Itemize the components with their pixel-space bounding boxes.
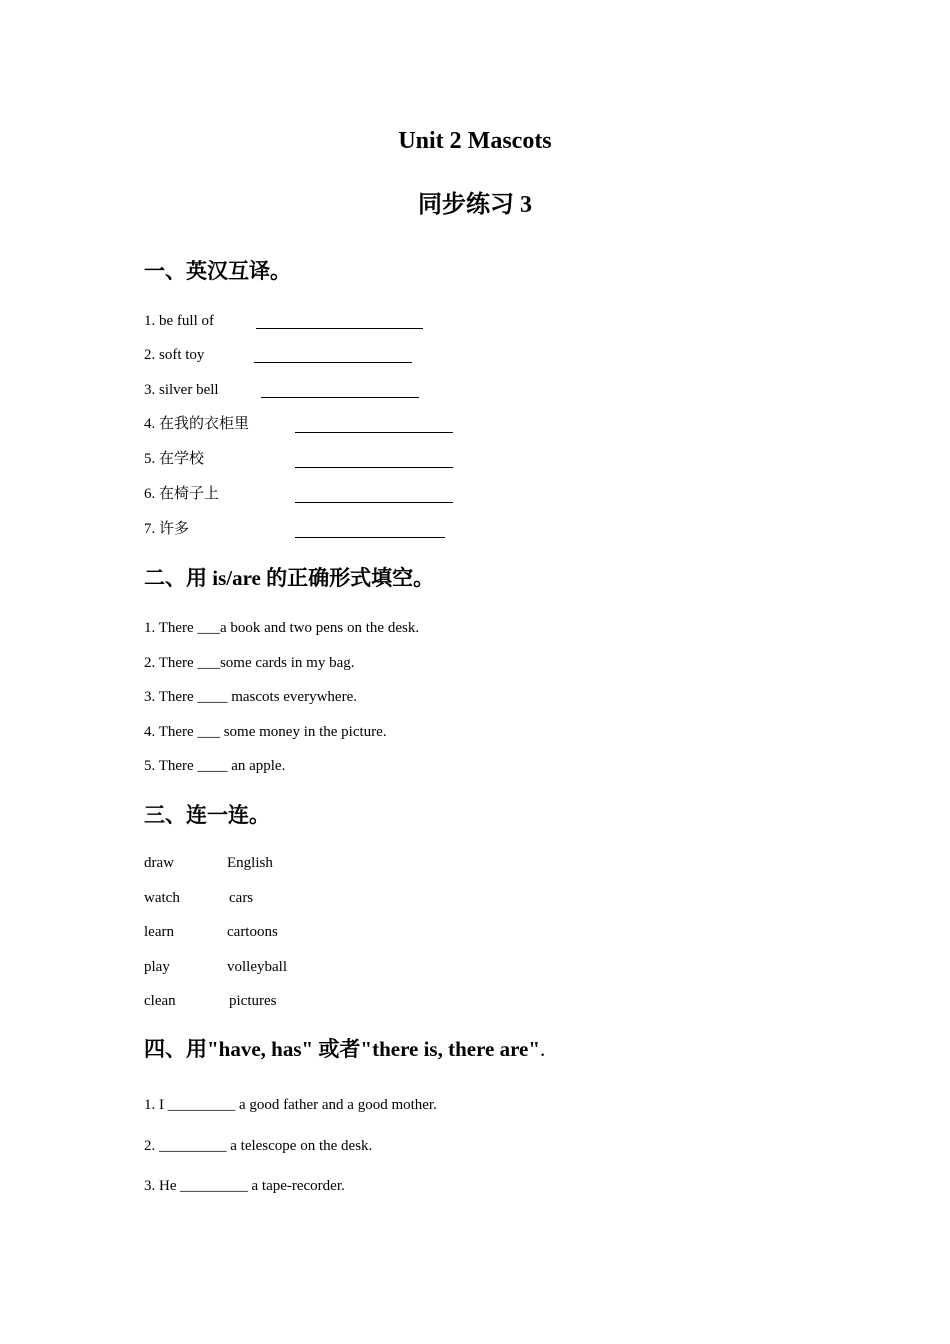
have-item-2: 2. _________ a telescope on the desk. xyxy=(144,1138,373,1154)
translation-item-2: 2. soft toy xyxy=(144,347,205,363)
answer-blank-6[interactable] xyxy=(295,502,453,503)
match-right-4: volleyball xyxy=(227,959,287,975)
match-right-2: cars xyxy=(229,890,254,906)
page-title: Unit 2 Mascots xyxy=(398,128,552,154)
match-left-4: play xyxy=(144,959,170,975)
match-left-2: watch xyxy=(144,890,180,906)
have-item-1: 1. I _________ a good father and a good mother. xyxy=(144,1097,437,1113)
answer-blank-2[interactable] xyxy=(254,362,412,363)
match-left-3: learn xyxy=(144,924,174,940)
answer-blank-5[interactable] xyxy=(295,467,453,468)
fill-item-3: 3. There ____ mascots everywhere. xyxy=(144,689,357,705)
answer-blank-7[interactable] xyxy=(295,537,445,538)
match-right-5: pictures xyxy=(229,993,277,1009)
match-left-5: clean xyxy=(144,993,176,1009)
answer-blank-4[interactable] xyxy=(295,432,453,433)
section-4-heading-text: 四、用"have, has" 或者"there is, there are" xyxy=(144,1037,541,1061)
answer-blank-3[interactable] xyxy=(261,397,419,398)
fill-item-1: 1. There ___a book and two pens on the desk. xyxy=(144,620,420,636)
match-left-1: draw xyxy=(144,855,174,871)
match-right-3: cartoons xyxy=(227,924,278,940)
translation-item-6: 6. 在椅子上 xyxy=(144,486,220,502)
answer-blank-1[interactable] xyxy=(256,328,423,329)
translation-item-3: 3. silver bell xyxy=(144,382,219,398)
match-right-1: English xyxy=(227,855,273,871)
section-1-heading: 一、英汉互译。 xyxy=(144,259,291,283)
fill-item-4: 4. There ___ some money in the picture. xyxy=(144,724,387,740)
section-2-heading: 二、用 is/are 的正确形式填空。 xyxy=(144,566,435,590)
translation-item-7: 7. 许多 xyxy=(144,521,190,537)
fill-item-2: 2. There ___some cards in my bag. xyxy=(144,655,355,671)
page-subtitle: 同步练习 3 xyxy=(418,192,532,218)
section-4-heading xyxy=(144,1036,545,1062)
fill-item-5: 5. There ____ an apple. xyxy=(144,758,286,774)
translation-item-1: 1. be full of xyxy=(144,313,214,329)
translation-item-5: 5. 在学校 xyxy=(144,451,205,467)
section-3-heading: 三、连一连。 xyxy=(144,803,270,827)
have-item-3: 3. He _________ a tape-recorder. xyxy=(144,1178,345,1194)
section-4-heading-tail: . xyxy=(540,1037,546,1061)
translation-item-4: 4. 在我的衣柜里 xyxy=(144,416,250,432)
